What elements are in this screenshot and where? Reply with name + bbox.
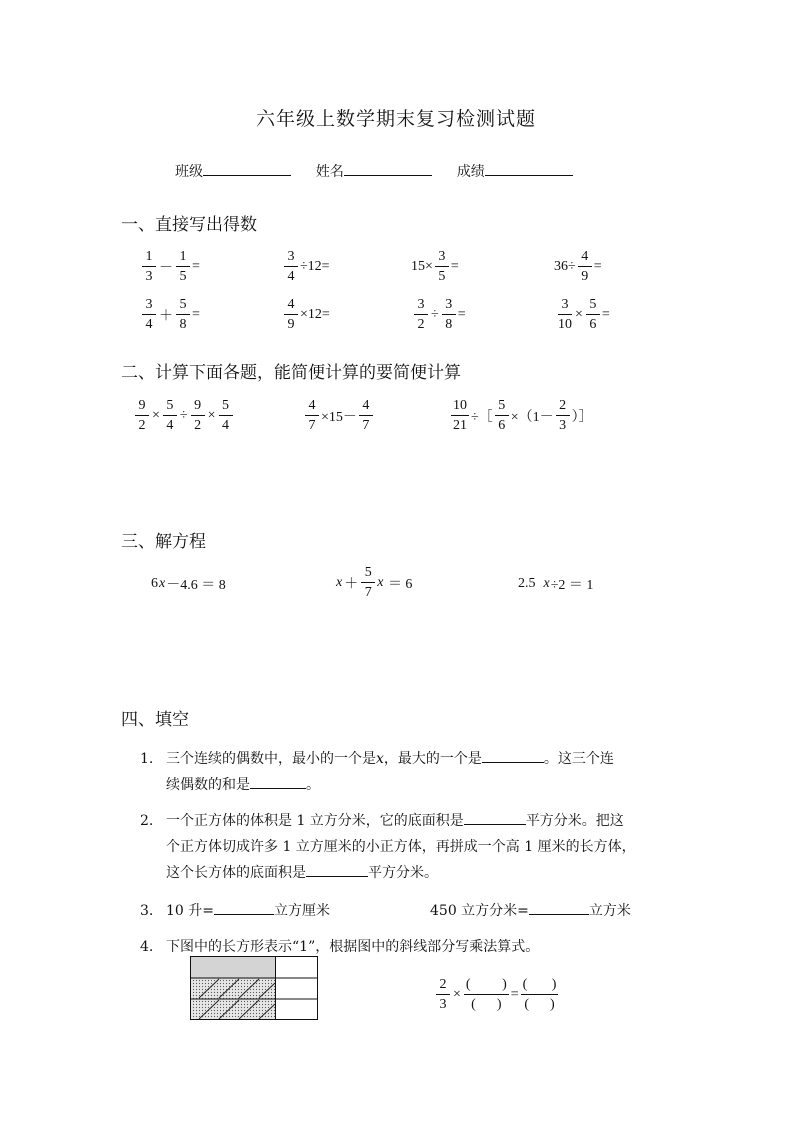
numerator: 5 — [495, 399, 509, 416]
numerator: 3 — [442, 298, 456, 315]
denominator: 9 — [287, 317, 295, 332]
numerator: 3 — [414, 298, 428, 315]
numerator: 5 — [219, 399, 233, 416]
section-1-heading: 一、直接写出得数 — [121, 215, 257, 235]
equation-1: 6 x －4.6 ＝ 8 — [151, 576, 226, 593]
q2-line1: 一个正方体的体积是 1 立方分米，它的底面积是 平方分米。把这 — [166, 808, 624, 834]
denominator: 4 — [145, 317, 153, 332]
denominator: 3 — [145, 269, 153, 284]
class-blank[interactable] — [203, 161, 291, 176]
q2-line2: 个正方体切成许多 1 立方厘米的小正方体，再拼成一个高 1 厘米的长方体， — [166, 839, 636, 855]
numerator: 4 — [359, 399, 373, 416]
numerator: 5 — [586, 298, 600, 315]
fraction — [578, 250, 592, 284]
problem-8: $\frac{3}{10}$ × $\frac{5}{6}$ = — [558, 297, 610, 332]
class-label: 班级 — [175, 164, 203, 180]
numerator: 10 — [451, 399, 469, 416]
numerator: 4 — [305, 399, 319, 416]
denominator: 9 — [581, 269, 589, 284]
denominator: ( ) — [524, 997, 555, 1012]
calc-1: $\frac{9}{2}$ × $\frac{5}{4}$ ÷ $\frac{9}{2}$ × $\frac{5}{4}$ — [134, 399, 234, 433]
denominator: 7 — [364, 585, 372, 600]
fraction — [284, 250, 298, 284]
q3-blank-1[interactable] — [214, 900, 274, 915]
q2-blank-1[interactable] — [464, 810, 526, 825]
denominator: 2 — [417, 317, 425, 332]
fraction — [414, 298, 428, 332]
numerator: 2 — [556, 399, 570, 416]
fraction — [176, 298, 190, 332]
fraction — [442, 298, 456, 332]
denominator: 4 — [287, 269, 295, 284]
denominator: 4 — [166, 418, 174, 433]
score-label: 成绩 — [456, 164, 485, 180]
fraction — [142, 250, 156, 284]
score-blank[interactable] — [485, 161, 573, 176]
denominator: ( ) — [471, 997, 502, 1012]
q1-line1: 三个连续的偶数中，最小的一个是x，最大的一个是 。这三个连 — [166, 746, 614, 772]
denominator: 6 — [589, 317, 597, 332]
fraction — [284, 298, 298, 332]
name-label: 姓名 — [315, 164, 344, 180]
numerator: 5 — [176, 298, 190, 315]
fraction — [219, 399, 233, 433]
fraction — [586, 298, 600, 332]
answer-fraction-1[interactable] — [464, 978, 509, 1012]
problem-2: $\frac{3}{4}$ ÷12= — [283, 250, 330, 284]
q4-number: 4. — [140, 939, 154, 955]
denominator: 5 — [438, 269, 446, 284]
fraction — [191, 399, 205, 433]
fraction — [451, 399, 469, 433]
denominator: 7 — [362, 418, 370, 433]
problem-4: 36÷ $\frac{4}{9}$ = — [554, 249, 602, 284]
fraction — [558, 298, 572, 332]
q2-number: 2. — [140, 813, 154, 829]
fraction — [135, 399, 149, 433]
numerator: 4 — [284, 298, 298, 315]
section-4-heading: 四、填空 — [121, 710, 189, 730]
fraction — [359, 399, 373, 433]
denominator: 3 — [439, 997, 447, 1012]
denominator: 2 — [138, 418, 146, 433]
answer-fraction-2[interactable] — [521, 978, 559, 1012]
denominator: 10 — [558, 317, 572, 332]
denominator: 3 — [559, 418, 567, 433]
q1-blank-2[interactable] — [250, 774, 306, 789]
info-line — [175, 161, 573, 181]
q1-blank-1[interactable] — [482, 748, 544, 763]
numerator: 1 — [142, 250, 156, 267]
q1-number: 1. — [140, 751, 154, 767]
q2-blank-2[interactable] — [306, 862, 368, 877]
section-2-heading: 二、计算下面各题，能简便计算的要简便计算 — [121, 363, 461, 383]
fraction — [176, 250, 190, 284]
denominator: 2 — [194, 418, 202, 433]
numerator: 4 — [578, 250, 592, 267]
q3-number: 3. — [140, 903, 154, 919]
denominator: 8 — [179, 317, 187, 332]
q3-part-a: 10 升= 立方厘米 — [166, 898, 330, 924]
denominator: 4 — [222, 418, 229, 433]
fraction — [436, 978, 450, 1012]
page-title: 六年级上数学期末复习检测试题 — [256, 108, 537, 130]
denominator: 8 — [445, 317, 453, 332]
denominator: 6 — [498, 418, 506, 433]
numerator: 5 — [361, 566, 375, 583]
q4-text: 下图中的长方形表示“1”，根据图中的斜线部分写乘法算式。 — [166, 939, 540, 955]
fraction — [361, 566, 375, 600]
calc-3: $\frac{10}{21}$ ÷［ $\frac{5}{6}$ ×（1－ $\frac{2}{3}$ ）］ — [453, 398, 593, 433]
equation-3: 2.5 x ÷2 ＝ 1 — [518, 576, 594, 593]
q1-line2: 续偶数的和是 。 — [166, 772, 320, 798]
numerator: ( ) — [464, 978, 509, 995]
denominator: 21 — [453, 418, 467, 433]
fraction — [163, 399, 177, 433]
section-3-heading: 三、解方程 — [121, 532, 206, 552]
numerator: 9 — [191, 399, 205, 416]
name-blank[interactable] — [344, 161, 432, 176]
numerator: 2 — [436, 978, 450, 995]
calc-2: $\frac{4}{7}$ ×15－ $\frac{4}{7}$ — [304, 399, 374, 433]
numerator: 3 — [142, 298, 156, 315]
numerator: 3 — [435, 250, 449, 267]
fraction — [305, 399, 319, 433]
fraction — [556, 399, 570, 433]
numerator: 3 — [284, 250, 298, 267]
numerator: 9 — [135, 399, 149, 416]
fraction — [495, 399, 509, 433]
problem-7: $\frac{3}{2}$ ÷ $\frac{3}{8}$ = — [413, 298, 466, 332]
q3-part-b: 450 立方分米= 立方米 — [430, 898, 631, 924]
q3-blank-2[interactable] — [529, 900, 589, 915]
numerator: 1 — [176, 250, 190, 267]
problem-6: $\frac{4}{9}$ ×12= — [283, 298, 330, 332]
numerator: 5 — [163, 399, 177, 416]
equation-2: x ＋ $\frac{5}{7}$ x ＝ 6 — [336, 565, 413, 600]
fraction — [435, 250, 449, 284]
q4-formula: $\frac{2}{3}$ × $\frac{( )}{( )}$ = $\frac{( )}{( )}$ — [435, 978, 559, 1012]
problem-5: $\frac{3}{4}$ ＋ $\frac{5}{8}$ = — [141, 298, 200, 332]
rectangle-figure — [189, 955, 321, 1023]
numerator: 3 — [558, 298, 572, 315]
numerator: ( ) — [521, 978, 559, 995]
denominator: 5 — [179, 269, 187, 284]
problem-3: 15× $\frac{3}{5}$ = — [411, 249, 459, 284]
fraction — [142, 298, 156, 332]
q2-line3: 这个长方体的底面积是 平方分米。 — [166, 860, 438, 886]
problem-1: $\frac{1}{3}$ － $\frac{1}{5}$ = — [141, 250, 200, 284]
denominator: 7 — [308, 418, 316, 433]
